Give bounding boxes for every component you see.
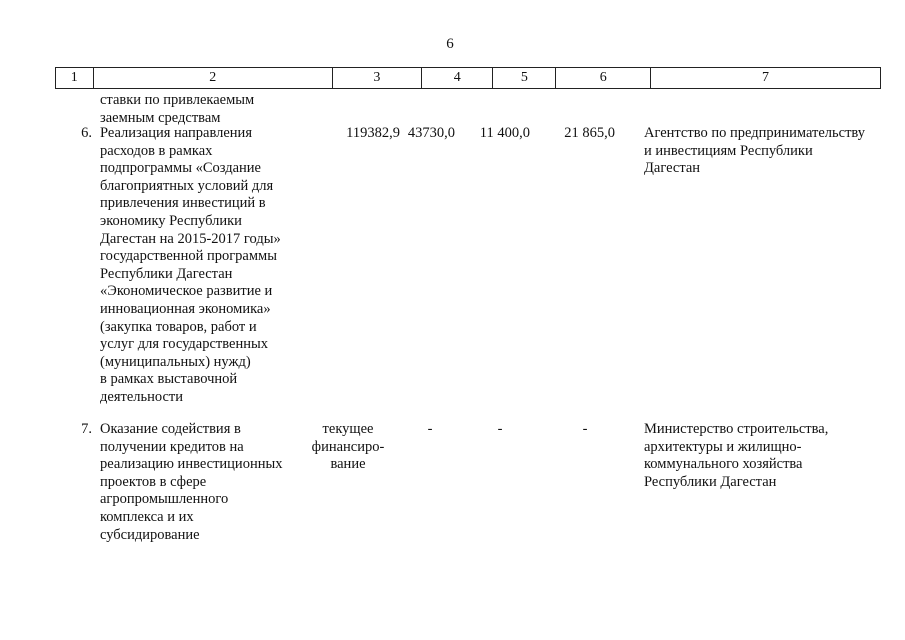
- row-col-6: -: [582, 421, 588, 437]
- header-col-4: 4: [421, 68, 492, 88]
- row-col-4: 43730,0: [407, 125, 455, 141]
- row-col-5: 11 400,0: [479, 125, 530, 141]
- row-col-3: 119382,9: [346, 125, 400, 141]
- row-responsible: Агентство по предпринимательству и инвестициям Республики Дагестан: [644, 125, 866, 177]
- table-header-row: [55, 67, 881, 89]
- row-responsible: Министерство строительства, архитектуры и жилищно- коммунального хозяйства Республики Дагестан: [644, 421, 829, 490]
- row-col-5: -: [497, 421, 503, 437]
- row-col-4: -: [427, 421, 433, 437]
- row-name: Оказание содействия в получении кредитов на реализацию инвестиционных проектов в сфере агропромышленного комплекса и их субсидирование: [100, 421, 283, 543]
- header-col-2: 2: [93, 68, 332, 88]
- row-col-3: текущее финансиро- вание: [311, 421, 385, 473]
- page-number: 6: [446, 36, 454, 52]
- row-number: 7.: [81, 421, 92, 437]
- row-col-6: 21 865,0: [564, 125, 615, 141]
- header-col-6: 6: [555, 68, 650, 88]
- header-col-5: 5: [492, 68, 555, 88]
- row-name: Реализация направления расходов в рамках подпрограммы «Создание благоприятных условий для привлечения инвестиций в экономику Республики Дагестан на 2015-2017 годы» государственной программы Республики Дагестан «Экономическое развитие и инновационная экономика» (закупка товаров, работ и услуг для государственных (муниципальных) нужд) в рамках выставочной деятельности: [100, 125, 281, 405]
- header-col-3: 3: [332, 68, 421, 88]
- row-number: 6.: [81, 125, 92, 141]
- header-col-1: 1: [55, 68, 93, 88]
- continuation-text: ставки по привлекаемым заемным средствам: [100, 92, 255, 126]
- header-col-7: 7: [650, 68, 881, 88]
